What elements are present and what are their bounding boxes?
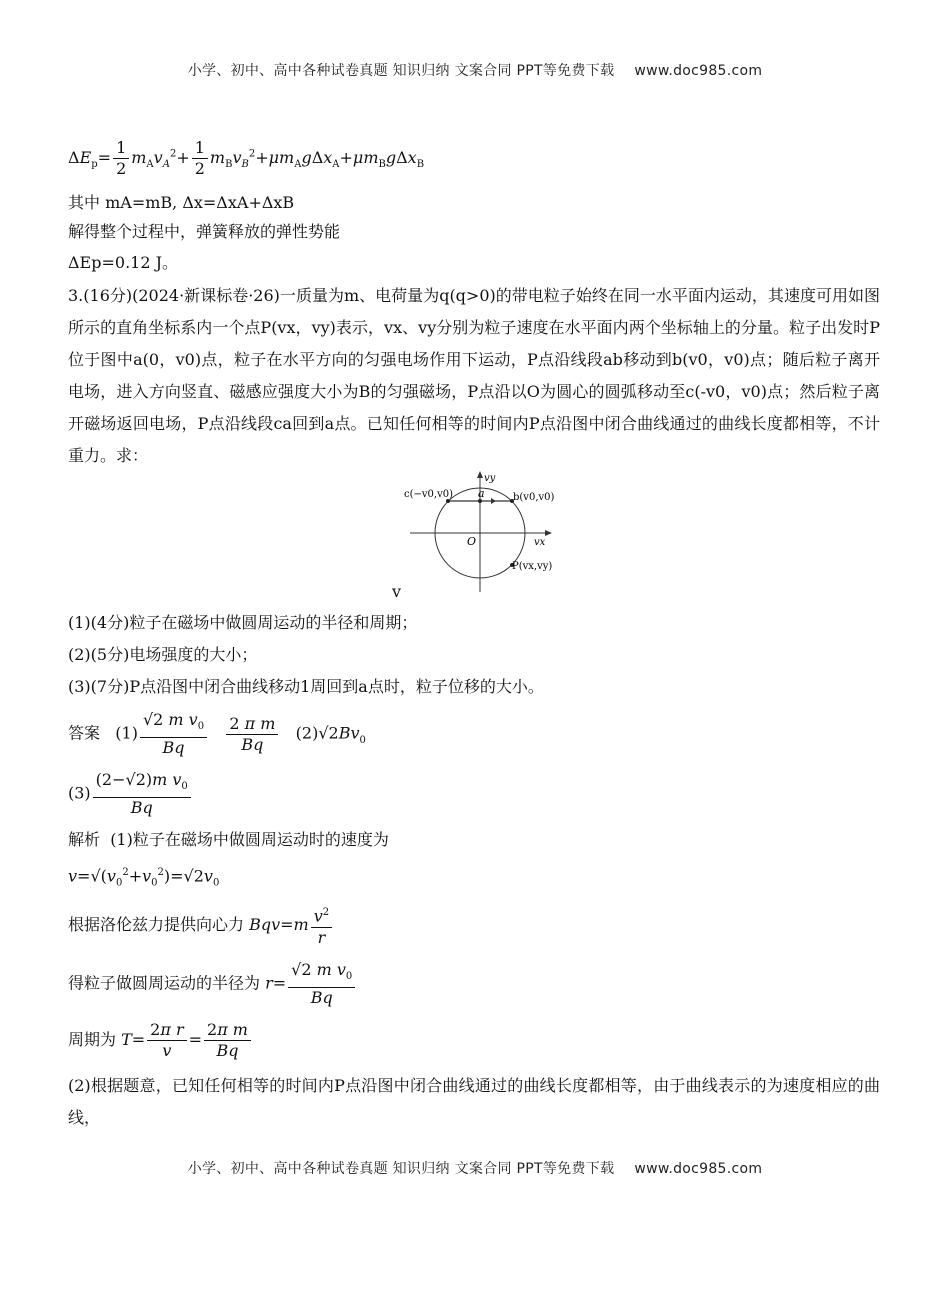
page-footer <box>0 1158 950 1178</box>
answer-line-1: 答案 (1) $\frac{√2 m v_0}{Bq}$ $\frac{\text{2 π m}}{Bq}$ $(2)√2Bv_0$ <box>68 710 366 758</box>
result-line <box>68 253 178 273</box>
solve-line <box>68 222 340 242</box>
problem-number: 3.(16分)(2024·新课标卷·26) <box>68 286 280 305</box>
problem-text <box>68 280 880 472</box>
question-1: (1)(4分)粒子在磁场中做圆周运动的半径和周期； <box>68 613 418 632</box>
label-b: b(v0,v0) <box>513 492 555 503</box>
header-text: 小学、初中、高中各种试卷真题 知识归纳 文案合同 PPT等免费下载 <box>187 63 615 79</box>
energy-equation: $\Delta E_p=$ $\frac{1}{2}$ $m_Av_A^2+$ $\frac{1}{2}$ $m_Bv_B^2+\mu m_Ag\Delta x_A+\mu m_Bg\Delta x_B$ <box>68 138 425 178</box>
answer-label: 答案 <box>68 723 101 743</box>
problem-body: 一质量为m、电荷量为q(q>0)的带电粒子始终在同一水平面内运动，其速度可用如图所示的直角坐标系内一个点P(vx，vy)表示，vx、vy分别为粒子速度在水平面内两个坐标轴上的分量。粒子出发时P位于图中a(0，v0)点，粒子在水平方向的匀强电场作用下运动，P点沿线段ab移动到b(v0，v0)点；随后粒子离开电场，进入方向竖直、磁感应强度大小为B的匀强磁场，P点沿以O为圆心的圆弧移动至c(-v0，v0)点；然后粒子离开磁场返回电场，P点沿线段ca回到a点。已知任何相等的时间内P点沿图中闭合曲线通过的曲线长度都相等，不计重力。求： <box>68 286 880 465</box>
question-2: (2)(5分)电场强度的大小； <box>68 645 258 664</box>
analysis-step-6: (2)根据题意，已知任何相等的时间内P点沿图中闭合曲线通过的曲线长度都相等，由于曲线表示的为速度相应的曲线， <box>68 1076 880 1127</box>
label-vx: vx <box>534 537 546 548</box>
footer-site[interactable]: www.doc985.com <box>634 1161 763 1177</box>
vx-arrow-icon <box>545 530 552 536</box>
label-c: c(−v0,v0) <box>404 489 453 500</box>
analysis-step-2: $v=√(v_0^2+v_0^2)=√2v_0$ <box>68 866 220 889</box>
answer-line-3: (3) $\frac{(2-√2)m v_0}{Bq}$ <box>68 770 193 818</box>
velocity-diagram <box>400 470 570 595</box>
page-header <box>0 60 950 80</box>
footer-text: 小学、初中、高中各种试卷真题 知识归纳 文案合同 PPT等免费下载 <box>187 1161 615 1177</box>
vy-arrow-icon <box>477 471 483 478</box>
label-vy: vy <box>484 473 496 484</box>
label-p: P(vx,vy) <box>512 561 553 572</box>
analysis-step-3: 根据洛伦兹力提供向心力 Bqv=m $\frac{v^2}{r}$ <box>68 903 334 948</box>
analysis-step-5: 周期为 T= $\frac{\text{2π r}}{v}$ = $\frac{\text{2π m}}{Bq}$ <box>68 1018 253 1062</box>
label-a: a <box>478 487 485 500</box>
result-text: ΔEp=0.12 J。 <box>68 253 179 272</box>
analysis-step-1 <box>68 830 389 850</box>
figure-stray: v <box>392 582 402 601</box>
question-3: (3)(7分)P点沿图中闭合曲线移动1周回到a点时，粒子位移的大小。 <box>68 677 544 696</box>
analysis-s1: (1)粒子在磁场中做圆周运动时的速度为 <box>110 830 389 849</box>
label-o: O <box>467 535 477 548</box>
where-line <box>68 193 294 213</box>
analysis-label: 解析 <box>68 830 101 849</box>
solve-text: 解得整个过程中，弹簧释放的弹性势能 <box>68 222 341 241</box>
direction-arrow-icon <box>491 498 496 504</box>
header-site[interactable]: www.doc985.com <box>634 63 763 79</box>
analysis-step-4: 得粒子做圆周运动的半径为 r= $\frac{√2 m v_0}{Bq}$ <box>68 960 357 1008</box>
where-text: 其中 mA=mB, Δx=ΔxA+ΔxB <box>68 193 295 212</box>
